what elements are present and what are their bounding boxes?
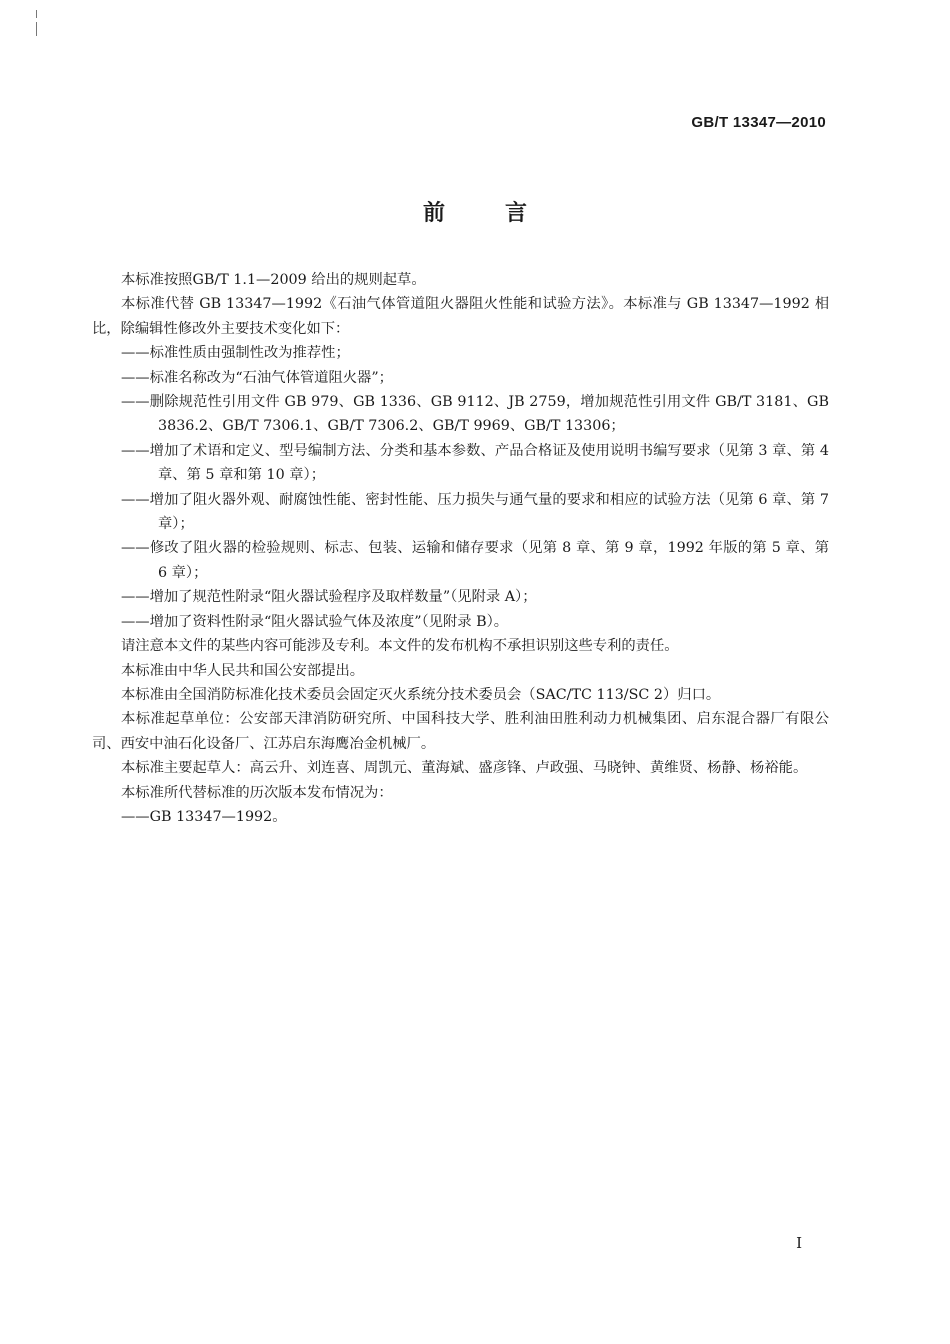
list-item: ——增加了资料性附录“阻火器试验气体及浓度”（见附录 B）。	[121, 613, 509, 630]
list-item: ——修改了阻火器的检验规则、标志、包装、运输和储存要求（见第 8 章、第 9 章，1992 年版的第 5 章、第 6 章）；	[121, 540, 829, 581]
paragraph-patent-notice: 请注意本文件的某些内容可能涉及专利。本文件的发布机构不承担识别这些专利的责任。	[121, 638, 679, 655]
list-item: ——GB 13347—1992。	[121, 808, 287, 825]
paragraph-history: 本标准所代替标准的历次版本发布情况为：	[121, 784, 393, 801]
scan-artifact	[36, 10, 37, 18]
standard-code: GB/T 13347—2010	[691, 114, 826, 131]
paragraph-proposer: 本标准由中华人民共和国公安部提出。	[121, 662, 365, 679]
scan-artifact	[36, 22, 37, 36]
paragraph-replacement: 本标准代替 GB 13347—1992《石油气体管道阻火器阻火性能和试验方法》。本标准与 GB 13347—1992 相比，除编辑性修改外主要技术变化如下：	[92, 296, 829, 337]
list-item: ——增加了规范性附录“阻火器试验程序及取样数量”（见附录 A）；	[121, 589, 537, 606]
list-item: ——增加了阻火器外观、耐腐蚀性能、密封性能、压力损失与通气量的要求和相应的试验方法（见第 6 章、第 7 章）；	[121, 491, 829, 533]
paragraph-drafting-units: 本标准起草单位：公安部天津消防研究所、中国科技大学、胜利油田胜利动力机械集团、启东混合器厂有限公司、西安中油石化设备厂、江苏启东海鹰冶金机械厂。	[92, 711, 829, 752]
paragraph-drafting-rules: 本标准按照GB/T 1.1—2009 给出的规则起草。	[121, 272, 426, 288]
page-title: 前言	[422, 201, 587, 226]
paragraph-committee: 本标准由全国消防标准化技术委员会固定灭火系统分技术委员会（SAC/TC 113/SC 2）归口。	[121, 686, 721, 703]
list-item: ——标准性质由强制性改为推荐性；	[121, 345, 350, 362]
list-item: ——标准名称改为“石油气体管道阻火器”；	[121, 369, 393, 386]
page-number: I	[796, 1234, 802, 1252]
list-item: ——增加了术语和定义、型号编制方法、分类和基本参数、产品合格证及使用说明书编写要求（见第 3 章、第 4 章、第 5 章和第 10 章）；	[121, 442, 829, 484]
document-body	[92, 268, 829, 829]
list-item: ——删除规范性引用文件 GB 979、GB 1336、GB 9112、JB 2759，增加规范性引用文件 GB/T 3181、GB 3836.2、GB/T 7306.1、GB/T 7306.2、GB/T 9969、GB/T 13306；	[121, 394, 829, 435]
paragraph-drafters: 本标准主要起草人：高云升、刘连喜、周凯元、董海斌、盛彦锋、卢政强、马晓钟、黄维贤、杨静、杨裕能。	[121, 760, 808, 777]
